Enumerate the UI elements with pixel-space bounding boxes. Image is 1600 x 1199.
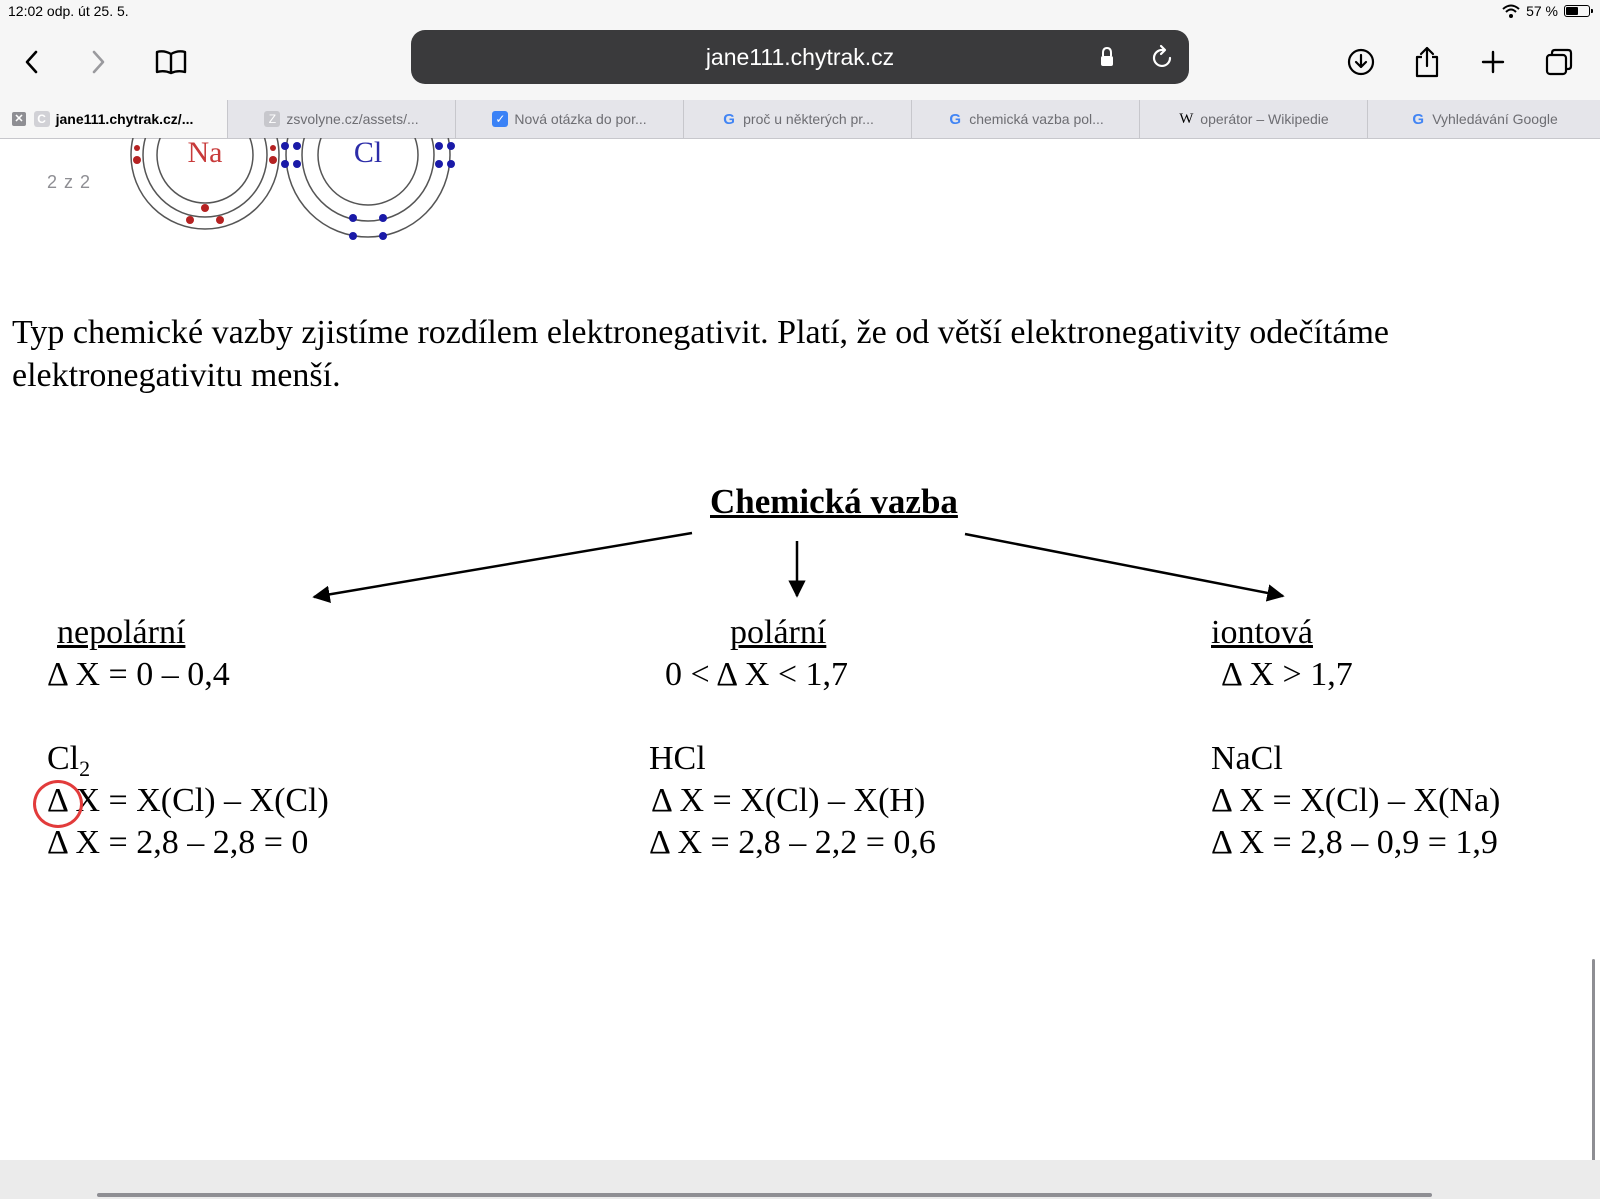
status-indicators: [1502, 3, 1590, 19]
tab-zsvolyne[interactable]: [228, 100, 456, 138]
calc-nepolarni: Δ X = 2,8 – 2,8 = 0: [47, 824, 309, 861]
sodium-label: Na: [187, 138, 223, 169]
plus-icon: [1480, 49, 1506, 75]
share-button[interactable]: [1405, 40, 1449, 84]
address-bar[interactable]: [411, 30, 1189, 84]
google-favicon-icon: G: [1412, 110, 1425, 128]
calc-polarni: Δ X = 2,8 – 2,2 = 0,6: [649, 824, 936, 861]
formula-polarni: Δ X = X(Cl) – X(H): [651, 782, 926, 819]
google-favicon-icon: G: [723, 110, 735, 128]
tabs-icon: [1544, 47, 1574, 77]
google-favicon-icon: G: [949, 110, 962, 128]
range-polarni: 0 < Δ X < 1,7: [665, 656, 849, 693]
tab-label: Nová otázka do por...: [514, 111, 647, 127]
url-text[interactable]: jane111.chytrak.cz: [705, 44, 895, 70]
tab-google-search[interactable]: [1368, 100, 1600, 138]
tab-label: proč u některých pr...: [743, 111, 874, 127]
tab-jane111[interactable]: [0, 100, 228, 138]
range-nepolarni: Δ X = 0 – 0,4: [47, 656, 230, 693]
site-favicon-icon: C: [34, 111, 50, 127]
chevron-left-icon: [21, 49, 43, 75]
chevron-right-icon: [87, 49, 109, 75]
tab-label: jane111.chytrak.cz/...: [55, 111, 194, 127]
range-iontova: Δ X > 1,7: [1221, 656, 1353, 693]
arrow-to-iontova: [965, 534, 1283, 596]
calc-iontova: Δ X = 2,8 – 0,9 = 1,9: [1211, 824, 1498, 861]
share-icon: [1413, 46, 1441, 78]
download-icon: [1346, 47, 1376, 77]
bookmarks-button[interactable]: [149, 40, 193, 84]
reload-icon[interactable]: [1151, 44, 1175, 70]
arrow-to-nepolarni: [314, 533, 692, 597]
tab-nova-otazka[interactable]: [456, 100, 684, 138]
close-tab-icon[interactable]: ✕: [12, 112, 26, 126]
tab-label: zsvolyne.cz/assets/...: [286, 111, 419, 127]
new-tab-button[interactable]: [1471, 40, 1515, 84]
battery-icon: [1564, 5, 1590, 17]
example-nepolarni: $Cl_2$: [47, 740, 91, 781]
wifi-icon: [1502, 4, 1520, 18]
formula-iontova: Δ X = X(Cl) – X(Na): [1211, 782, 1501, 819]
battery-percent: 57 %: [1526, 3, 1558, 19]
tab-proc-u-nekterych[interactable]: [684, 100, 912, 138]
home-indicator[interactable]: [97, 1193, 1432, 1197]
tab-chemicka-vazba[interactable]: [912, 100, 1140, 138]
chlorine-label: Cl: [353, 138, 383, 169]
page-counter: 2 z 2: [47, 172, 92, 192]
downloads-button[interactable]: [1339, 40, 1383, 84]
diagram-title: Chemická vazba: [710, 482, 958, 521]
explanation-paragraph: Typ chemické vazby zjistíme rozdílem elektronegativit. Platí, že od větší elektronegativity odečítáme elektronegativitu menší.: [12, 314, 1389, 394]
tab-label: operátor – Wikipedie: [1200, 111, 1329, 127]
tab-bar: [0, 100, 1600, 139]
status-time: 12:02 odp. út 25. 5.: [8, 3, 129, 19]
tabs-overview-button[interactable]: [1537, 40, 1581, 84]
scroll-indicator[interactable]: [1592, 959, 1595, 1189]
browser-toolbar: [0, 24, 1600, 100]
tab-label: chemická vazba pol...: [969, 111, 1104, 127]
heading-iontova: iontová: [1211, 614, 1313, 651]
heading-nepolarni: nepolární: [57, 614, 186, 651]
example-iontova: NaCl: [1211, 740, 1283, 777]
tab-label: Vyhledávání Google: [1432, 111, 1558, 127]
example-polarni: HCl: [649, 740, 706, 777]
red-circle-annotation: [33, 780, 83, 828]
tab-wikipedie[interactable]: [1140, 100, 1368, 138]
checkbox-favicon-icon: ✓: [492, 111, 508, 127]
book-icon: [155, 49, 187, 75]
atom-diagram-image: [125, 138, 485, 253]
wikipedia-favicon-icon: W: [1179, 110, 1194, 127]
forward-button[interactable]: [76, 40, 120, 84]
site-favicon-icon: Z: [264, 111, 280, 127]
back-button[interactable]: [10, 40, 54, 84]
heading-polarni: polární: [730, 614, 827, 651]
status-bar: [0, 0, 1600, 24]
formula-nepolarni: Δ X = X(Cl) – X(Cl): [47, 782, 329, 819]
